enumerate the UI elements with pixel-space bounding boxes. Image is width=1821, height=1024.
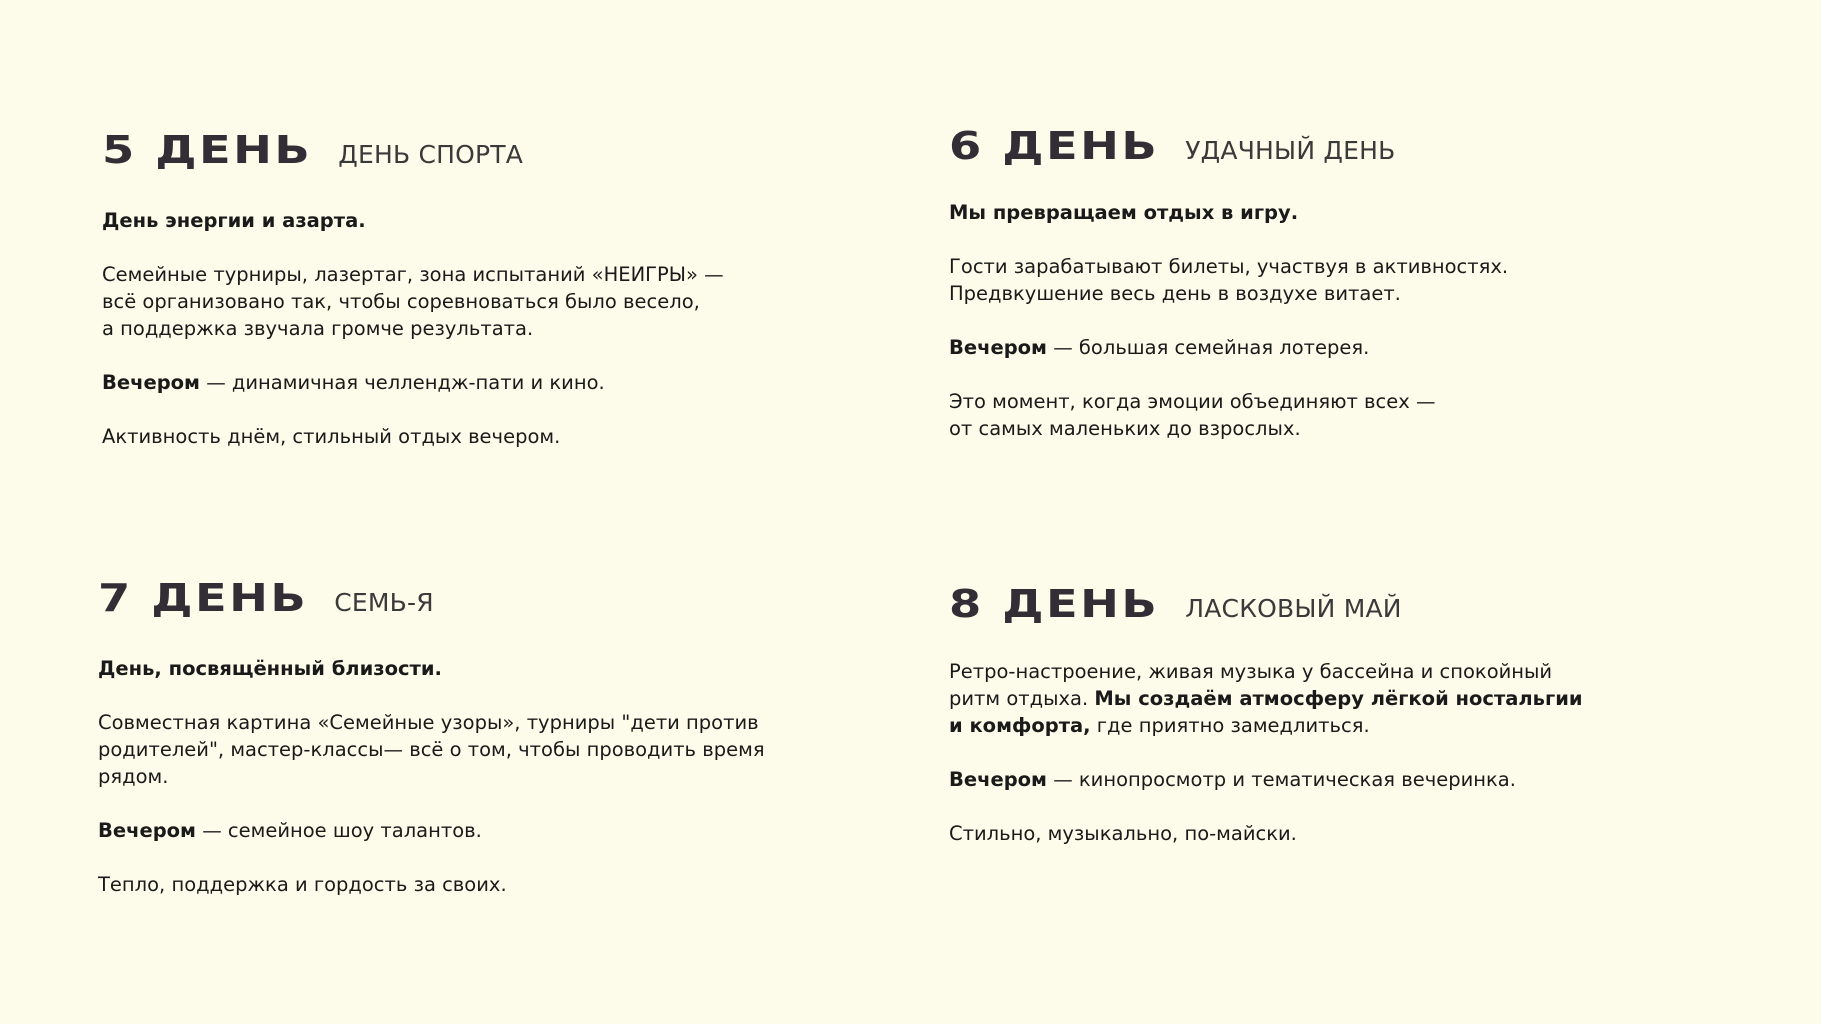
day7-card [98,576,858,898]
day5-body-line: Семейные турниры, лазертаг, зона испытаний «НЕИГРЫ» — [102,263,724,286]
day8-header [949,582,1709,626]
day6-body-line: Предвкушение весь день в воздухе витает. [949,282,1401,305]
day8-body-highlight: и комфорта, [949,714,1091,737]
day6-header [949,124,1709,168]
day7-header [98,576,858,620]
day8-evening [949,766,1709,793]
day7-body-line: родителей", мастер-классы— всё о том, чтобы проводить время [98,738,765,761]
day6-body-line: Гости зарабатывают билеты, участвуя в активностях. [949,255,1509,278]
day5-card [102,128,862,450]
day8-body [949,658,1709,739]
day8-body-text: где приятно замедлиться. [1090,714,1370,737]
day8-body-line [949,685,1709,712]
day6-evening-label: Вечером [949,336,1047,359]
day5-header [102,128,862,172]
day7-body [98,709,858,790]
day6-theme: УДАЧНЫЙ ДЕНЬ [1185,136,1396,165]
day5-body [102,261,862,342]
day7-evening [98,817,858,844]
day8-card [949,582,1709,847]
day8-evening-text: — кинопросмотр и тематическая вечеринка. [1047,768,1516,791]
day5-number: 5 ДЕНЬ [102,128,313,172]
day8-body-highlight: Мы создаём атмосферу лёгкой ностальгии [1094,687,1583,710]
day8-body-line: Ретро-настроение, живая музыка у бассейна и спокойный [949,660,1553,683]
day6-body [949,253,1709,307]
day6-evening-text: — большая семейная лотерея. [1047,336,1370,359]
day5-evening [102,369,862,396]
day6-closing [949,388,1709,442]
day5-closing: Активность днём, стильный отдых вечером. [102,425,561,448]
day6-lead: Мы превращаем отдых в игру. [949,201,1299,224]
day5-body-line: всё организовано так, чтобы соревноваться было весело, [102,290,700,313]
day8-body-line [949,712,1709,739]
day5-body-line: а поддержка звучала громче результата. [102,317,534,340]
day5-lead: День энергии и азарта. [102,209,366,232]
day7-lead: День, посвящённый близости. [98,657,442,680]
day7-evening-text: — семейное шоу талантов. [196,819,482,842]
day8-body-text: ритм отдыха. [949,687,1095,710]
day7-body-line: Совместная картина «Семейные узоры», турниры "дети против [98,711,759,734]
day7-evening-label: Вечером [98,819,196,842]
day6-number: 6 ДЕНЬ [949,124,1160,168]
day5-evening-text: — динамичная челлендж-пати и кино. [200,371,605,394]
day6-closing-line: от самых маленьких до взрослых. [949,417,1301,440]
day7-closing: Тепло, поддержка и гордость за своих. [98,873,507,896]
day6-card [949,124,1709,442]
day7-theme: СЕМЬ-Я [334,588,434,617]
day8-evening-label: Вечером [949,768,1047,791]
day5-evening-label: Вечером [102,371,200,394]
day8-number: 8 ДЕНЬ [949,582,1160,626]
day6-evening [949,334,1709,361]
day5-theme: ДЕНЬ СПОРТА [338,140,524,169]
day7-number: 7 ДЕНЬ [98,576,309,620]
day6-closing-line: Это момент, когда эмоции объединяют всех — [949,390,1436,413]
day8-closing: Стильно, музыкально, по-майски. [949,822,1297,845]
day8-theme: ЛАСКОВЫЙ МАЙ [1185,594,1402,623]
day7-body-line: рядом. [98,765,169,788]
